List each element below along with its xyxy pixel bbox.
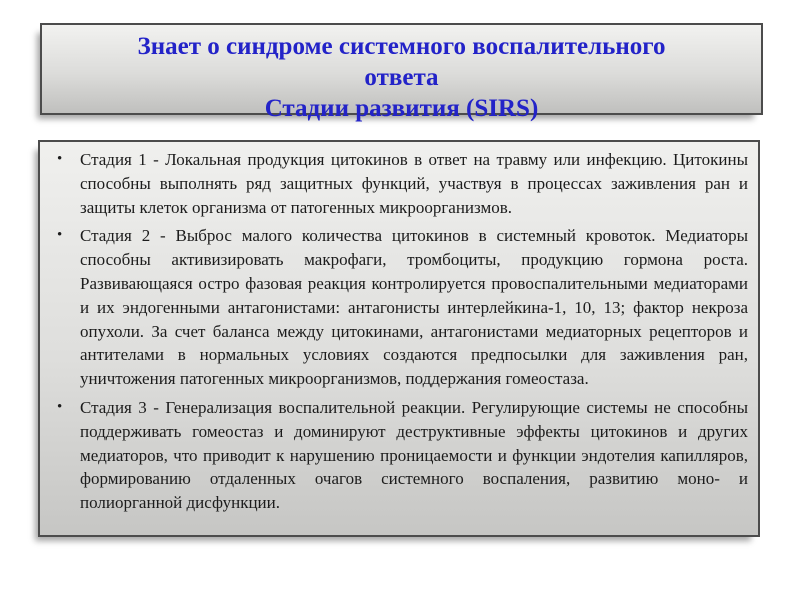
bullet-text-stage-3: Стадия 3 - Генерализация воспалительной реакции. Регулирующие системы не способны поддерживать гомеостаз и доминируют деструктивные эффекты цитокинов и других медиаторов, что приводит к нарушению проницаемости и функции эндотелия капилляров, формированию отдаленных очагов системного воспаления, развитию моно- и полиорганной дисфункции. — [80, 397, 748, 513]
bullet-icon: • — [57, 398, 63, 415]
list-item — [40, 148, 748, 219]
bullet-icon: • — [57, 151, 63, 167]
content-box — [38, 140, 760, 537]
bullet-text-stage-1: Стадия 1 - Локальная продукция цитокинов в ответ на травму или инфекцию. Цитокины способны выполнять ряд защитных функций, участвуя в процессах заживления ран и защиты клеток организма от патогенных микроорганизмов. — [80, 150, 748, 217]
list-item — [40, 224, 748, 391]
bullet-icon: • — [57, 227, 63, 244]
title-line-3: Стадии развития (SIRS) — [264, 95, 539, 122]
title-box — [40, 23, 763, 122]
list-item — [40, 396, 748, 515]
bullet-text-stage-2: Стадия 2 - Выброс малого количества цитокинов в системный кровоток. Медиаторы способны активизировать макрофаги, тромбоциты, продукцию гормона роста. Развивающаяся остро фазовая реакция контролируется провоспалительными медиаторами и их эндогенными антагонистами: антагонисты интерлейкина-1, 10, 13; фактор некроза опухоли. За счет баланса между цитокинами, антагонистами медиаторных рецепторов и антителами в нормальных условиях создаются предпосылки для заживления ран, уничтожения патогенных микроорганизмов, поддержания гомеостаза. — [80, 226, 748, 389]
bullet-list — [40, 148, 748, 515]
title-line-1: Знает о синдроме системного воспалительного — [137, 33, 666, 60]
title-line-2: ответа — [364, 64, 439, 91]
